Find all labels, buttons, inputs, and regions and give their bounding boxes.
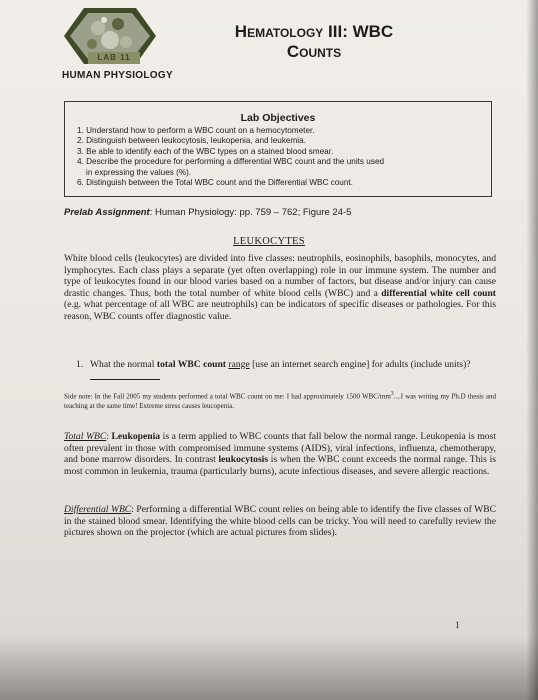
course-subject: HUMAN PHYSIOLOGY (62, 70, 173, 81)
intro-bold-term: differential white cell count (381, 287, 496, 299)
prelab-assignment (64, 207, 351, 218)
total-wbc-text: is when the WBC count exceeds the normal range. This is most common in leukemia, trauma (particularly burns), acute infectious diseases, and severe allergic reactions. (64, 454, 496, 477)
objective-item: 3. Be able to identify each of the WBC types on a stained blood smear. (77, 146, 334, 156)
page-shadow (0, 636, 538, 700)
objectives-heading: Lab Objectives (240, 112, 316, 124)
objective-item: 6. Distinguish between the Total WBC count and the Differential WBC count. (77, 178, 353, 187)
question-text-part: [use an internet search engine] for adults (include units)? (249, 359, 471, 370)
question-bold-term: total WBC count (156, 359, 226, 370)
lab-number-tag: LAB 11 (88, 52, 140, 64)
differential-wbc-text: : Performing a differential WBC count relies on being able to identify the five classes of WBC in the stained blood smear. Identifying the white blood cells can be tricky. You will need to carefully review the pictures shown on the projector (which are actual pictures from slides). (64, 504, 497, 539)
title-line-1: Hematology III: WBC (234, 22, 394, 41)
objective-item-continuation: in expressing the values (%). (86, 167, 192, 177)
objective-item: 4. Describe the procedure for performing a differential WBC count and the units used (77, 157, 385, 166)
sidenote-text: Side note: In the Fall 2005 my students performed a total WBC count on me: I had approximately 1500 WBC/mm (64, 392, 391, 401)
total-wbc-label: Total WBC (64, 431, 107, 442)
objective-item: 1. Understand how to perform a WBC count on a hemocytometer. (77, 125, 315, 135)
leukocytes-intro-paragraph (64, 253, 496, 323)
side-note (64, 389, 496, 411)
sidenote-text: ....I was writing my Ph.D thesis and teaching at the same time! Extreme stress causes leucopenia. (64, 392, 496, 411)
prelab-label: Prelab Assignment (64, 207, 150, 218)
differential-wbc-paragraph (64, 504, 496, 539)
page-number: 1 (455, 620, 460, 630)
title-line-2: Counts (286, 42, 342, 61)
intro-text: (e.g. what percentage of all WBC are neutrophils) can be indicators of specific diseases or pathologies. For this reason, WBC counts offer diagnostic value. (64, 299, 496, 322)
answer-blank-line (90, 371, 160, 380)
sidenote-superscript: 3 (390, 391, 394, 397)
intro-text: White blood cells (leukocytes) are divided into five classes: neutrophils, eosinophils, basophils, monocytes, and lymphocytes. Each class plays a separate (yet often overlapping) role in our immune system. The number and type of leukocytes found in our blood varies based on a number of factors, but disease and/or injury can cause drastic changes. Thus, both the total number of white blood cells (WBC) and a (64, 253, 496, 299)
question-text (76, 359, 496, 383)
total-wbc-text: is a term applied to WBC counts that fall below the normal range. Leukopenia is most often prevalent in those with compromised immune systems (AIDS), viral infections, influenza, chemotherapy, and bone marrow disorders. In contrast (64, 431, 496, 466)
lab-objectives-box (64, 101, 492, 197)
question-text-part: What the normal (90, 359, 157, 370)
section-heading-leukocytes: LEUKOCYTES (233, 236, 305, 247)
question-underlined-term: range (228, 359, 250, 370)
objective-item: 2. Distinguish between leukocytosis, leukopenia, and leukemia. (77, 136, 306, 145)
prelab-text: : Human Physiology: pp. 759 – 762; Figure 24-5 (149, 207, 352, 218)
question-1 (76, 359, 496, 383)
total-wbc-paragraph (64, 431, 496, 477)
objectives-list (65, 126, 491, 189)
question-number: 1. (76, 359, 84, 370)
term-leukocytosis: leukocytosis (218, 454, 269, 466)
page-title (214, 22, 414, 62)
differential-wbc-label: Differential WBC (64, 504, 132, 515)
total-wbc-colon: : (106, 431, 112, 442)
term-leukopenia: Leukopenia (111, 431, 161, 442)
